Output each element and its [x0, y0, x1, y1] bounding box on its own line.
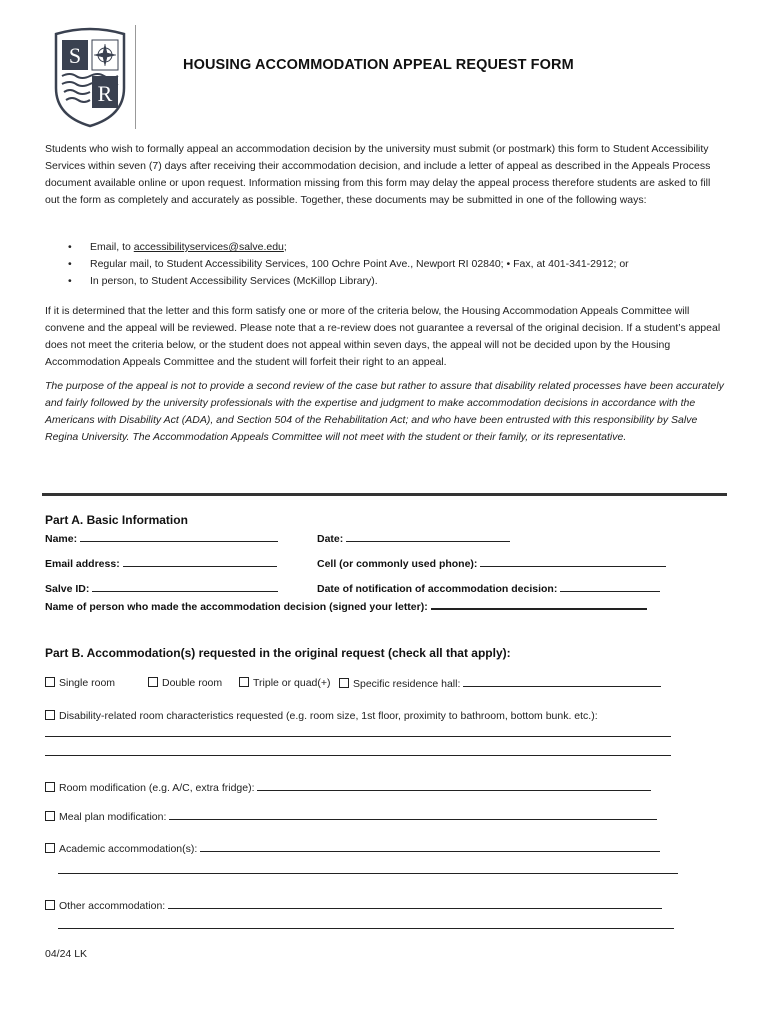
meal-plan-option[interactable]: Meal plan modification: [45, 810, 657, 823]
purpose-paragraph: The purpose of the appeal is not to provide a second review of the case but rather to assure that disability related processes have been accurately and fairly followed by the university professionals with the expertise and judgment to make accommodation decisions in accordance with the Americans with Disability Act (ADA), and Section 504 of the Rehabilitation Act; and who have been entrusted with this responsibility by Salve Regina University. The Accommodation Appeals Committee will not meet with the student or their family, or its representative. [45, 380, 724, 443]
intro-paragraph: Students who wish to formally appeal an accommodation decision by the university must submit (or postmark) this form to Student Accessibility Services within seven (7) days after receiving their accommodation decision, and include a letter of appeal as described in the Appeals Process document available online or upon request. Information missing from this form may delay the appeal process therefore students are asked to fill out the form as completely and accurately as possible. Together, these documents may be submitted in one of the following ways: [45, 143, 711, 206]
logo-divider [135, 25, 136, 129]
submission-methods-list [68, 239, 629, 290]
other-line-2[interactable] [58, 927, 674, 929]
date-row [317, 532, 510, 545]
other-field[interactable] [168, 899, 662, 909]
salve-id-row [45, 582, 278, 595]
room-modification-option[interactable]: Room modification (e.g. A/C, extra fridge): [45, 781, 651, 794]
form-version-code: 04/24 LK [45, 948, 88, 960]
checkbox[interactable] [45, 677, 55, 687]
checkbox[interactable] [148, 677, 158, 687]
list-item: • In person, to Student Accessibility Services (McKillop Library). [68, 273, 629, 290]
disability-room-option[interactable]: Disability-related room characteristics requested (e.g. room size, 1st floor, proximity to bathroom, bottom bunk. etc.): [45, 710, 598, 722]
checkbox[interactable] [239, 677, 249, 687]
page-title: HOUSING ACCOMMODATION APPEAL REQUEST FORM [183, 57, 574, 73]
specific-hall-field[interactable] [463, 677, 661, 687]
notification-date-row [317, 582, 660, 595]
checkbox[interactable] [339, 678, 349, 688]
specific-hall-option[interactable]: Specific residence hall: [339, 677, 661, 690]
cell-row [317, 557, 666, 570]
checkbox[interactable] [45, 811, 55, 821]
email-row [45, 557, 277, 570]
email-field[interactable] [123, 557, 277, 567]
part-b-heading: Part B. Accommodation(s) requested in the original request (check all that apply): [45, 646, 511, 660]
name-label: Name: [45, 533, 78, 545]
part-a-heading: Part A. Basic Information [45, 513, 188, 527]
salve-id-label: Salve ID: [45, 583, 90, 595]
list-item: • Email, to accessibilityservices@salve.edu; [68, 239, 629, 256]
checkbox[interactable] [45, 782, 55, 792]
meal-plan-field[interactable] [169, 810, 657, 820]
decision-maker-field[interactable] [431, 599, 647, 610]
cell-label: Cell (or commonly used phone): [317, 558, 478, 570]
checkbox[interactable] [45, 843, 55, 853]
other-option[interactable]: Other accommodation: [45, 899, 662, 912]
triple-quad-option[interactable]: Triple or quad(+) [239, 677, 331, 689]
decision-maker-row [45, 599, 647, 613]
double-room-option[interactable]: Double room [148, 677, 222, 689]
section-divider [42, 493, 727, 496]
disability-room-line-2[interactable] [45, 754, 671, 756]
salve-id-field[interactable] [92, 582, 278, 592]
email-link[interactable]: accessibilityservices@salve.edu [133, 241, 284, 253]
shield-crest-icon [52, 26, 128, 128]
list-item: • Regular mail, to Student Accessibility Services, 100 Ochre Point Ave., Newport RI 02840; • Fax, at 401-341-2912; or [68, 256, 629, 273]
svg-text:R: R [97, 81, 113, 106]
single-room-option[interactable]: Single room [45, 677, 115, 689]
room-modification-field[interactable] [257, 781, 651, 791]
date-field[interactable] [346, 532, 510, 542]
university-logo [52, 26, 128, 128]
academic-field[interactable] [200, 842, 660, 852]
name-row [45, 532, 278, 545]
checkbox[interactable] [45, 710, 55, 720]
svg-text:S: S [68, 43, 82, 68]
academic-option[interactable]: Academic accommodation(s): [45, 842, 660, 855]
disability-room-line-1[interactable] [45, 735, 671, 737]
academic-line-2[interactable] [58, 872, 678, 874]
email-label: Email address: [45, 558, 120, 570]
notification-date-label: Date of notification of accommodation decision: [317, 583, 558, 595]
criteria-paragraph: If it is determined that the letter and this form satisfy one or more of the criteria below, the Housing Accommodation Appeals Committee will convene and the appeal will be reviewed. Please note that a re-review does not guarantee a reversal of the original decision. If a student’s appeal does not meet the criteria below, or the student does not appeal within seven days, the appeal will not be decided upon by the Housing Accommodation Appeals Committee and the student will forfeit their right to an appeal. [45, 305, 721, 368]
notification-date-field[interactable] [560, 582, 660, 592]
decision-maker-label: Name of person who made the accommodation decision (signed your letter): [45, 601, 428, 613]
date-label: Date: [317, 533, 344, 545]
name-field[interactable] [80, 532, 278, 542]
cell-field[interactable] [480, 557, 666, 567]
checkbox[interactable] [45, 900, 55, 910]
